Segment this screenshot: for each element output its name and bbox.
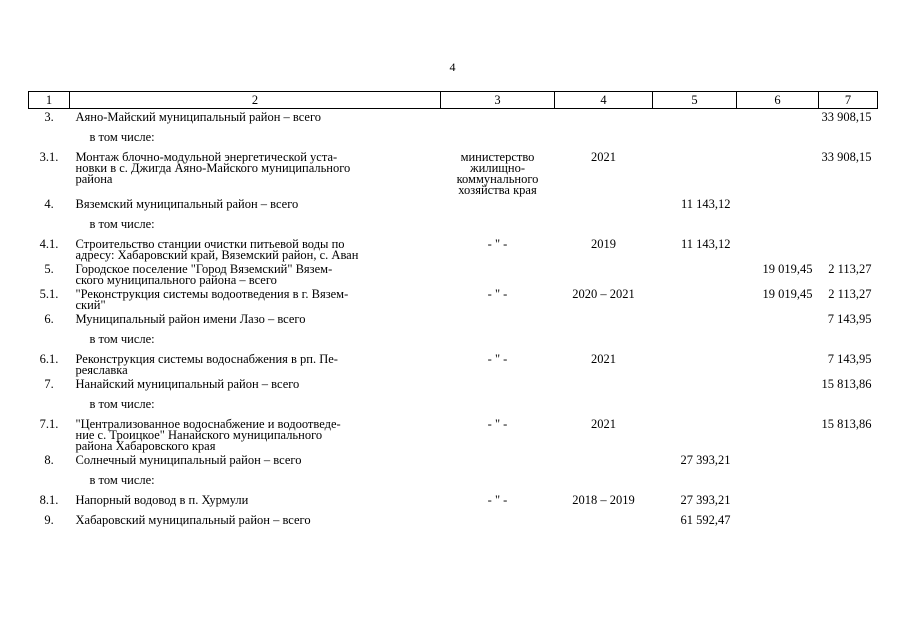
- row-year: [555, 216, 653, 236]
- row-value-col5: [653, 129, 737, 149]
- row-value-col7: [819, 472, 878, 492]
- row-organization: - " -: [487, 286, 508, 301]
- table-row: [29, 331, 878, 351]
- row-number: 3.: [44, 110, 54, 124]
- row-name: Нанайский муниципальный район – всего: [75, 376, 300, 391]
- row-value-col7: [819, 236, 878, 261]
- row-organization: [441, 396, 555, 416]
- header-row: [29, 92, 878, 109]
- row-year: 2021: [591, 416, 616, 431]
- row-value-col6: [737, 472, 819, 492]
- column-header-7: 7: [819, 92, 878, 109]
- row-value-col7: [819, 216, 878, 236]
- row-value-col5: [653, 149, 737, 196]
- row-organization: [441, 452, 555, 472]
- row-value-col6: [737, 512, 819, 532]
- row-organization: [441, 261, 555, 286]
- row-year: [555, 109, 653, 129]
- row-value-col5: 61 592,47: [680, 512, 731, 527]
- row-year: [555, 452, 653, 472]
- row-number: 5.1.: [39, 286, 59, 301]
- table-row: [29, 396, 878, 416]
- row-organization: - " -: [487, 416, 508, 431]
- table-row: [29, 311, 878, 331]
- row-name: в том числе:: [89, 331, 155, 346]
- row-name: Солнечный муниципальный район – всего: [75, 452, 302, 467]
- row-value-col5: [653, 286, 737, 311]
- row-name: Напорный водовод в п. Хурмули: [75, 492, 249, 507]
- row-value-col7: 2 113,27: [828, 286, 872, 301]
- table-row: [29, 472, 878, 492]
- row-value-col5: 11 143,12: [680, 236, 731, 251]
- row-name: "Централизованное водоснабжение и водоотведе- ние с. Троицкое" Нанайского муниципального района Хабаровского края: [75, 416, 341, 453]
- row-value-col5: [653, 331, 737, 351]
- row-year: 2021: [591, 351, 616, 366]
- row-value-col5: [653, 216, 737, 236]
- row-year: [555, 311, 653, 331]
- row-number: 4.1.: [39, 236, 59, 251]
- row-name: в том числе:: [89, 216, 155, 231]
- row-value-col5: [653, 109, 737, 129]
- row-year: [555, 512, 653, 532]
- data-table: [28, 91, 878, 532]
- row-organization: [441, 472, 555, 492]
- row-value-col7: [819, 196, 878, 216]
- row-value-col5: [653, 311, 737, 331]
- table-row: [29, 351, 878, 376]
- row-number: 8.1.: [39, 492, 59, 507]
- table-header: [29, 92, 878, 109]
- row-name: Городское поселение "Город Вяземский" Вязем- ского муниципального района – всего: [75, 261, 333, 287]
- row-organization: - " -: [487, 236, 508, 251]
- row-name: в том числе:: [89, 396, 155, 411]
- row-value-col6: [737, 216, 819, 236]
- column-header-1: 1: [29, 92, 70, 109]
- row-organization: министерство жилищно- коммунального хозяйства края: [456, 149, 539, 197]
- row-number: [29, 129, 70, 149]
- row-year: 2019: [591, 236, 616, 251]
- row-name: Хабаровский муниципальный район – всего: [75, 512, 311, 527]
- row-year: [555, 331, 653, 351]
- table-row: [29, 109, 878, 129]
- row-value-col7: 15 813,86: [821, 416, 872, 431]
- row-name: Аяно-Майский муниципальный район – всего: [75, 110, 322, 124]
- row-name: Строительство станции очистки питьевой воды по адресу: Хабаровский край, Вяземский район, с. Аван: [75, 236, 359, 262]
- row-value-col7: [819, 331, 878, 351]
- table-row: [29, 452, 878, 472]
- row-value-col6: [737, 376, 819, 396]
- row-value-col6: [737, 109, 819, 129]
- row-organization: [441, 331, 555, 351]
- row-organization: - " -: [487, 351, 508, 366]
- row-value-col7: 15 813,86: [821, 376, 872, 391]
- row-year: [555, 396, 653, 416]
- row-value-col7: 7 143,95: [827, 351, 872, 366]
- row-year: 2018 – 2019: [572, 492, 635, 507]
- table-row: [29, 129, 878, 149]
- row-number: 6.: [44, 311, 54, 326]
- row-organization: - " -: [487, 492, 508, 507]
- table-row: [29, 236, 878, 261]
- row-organization: [441, 311, 555, 331]
- column-header-3: 3: [441, 92, 555, 109]
- row-value-col6: 19 019,45: [762, 286, 813, 301]
- row-number: 7.1.: [39, 416, 59, 431]
- row-year: [555, 376, 653, 396]
- table-row: [29, 261, 878, 286]
- row-organization: [441, 512, 555, 532]
- row-value-col5: [653, 472, 737, 492]
- row-name: Реконструкция системы водоснабжения в рп. Пе- реяславка: [75, 351, 338, 377]
- row-value-col7: [819, 452, 878, 472]
- row-name: Вяземский муниципальный район – всего: [75, 196, 299, 211]
- page-number: 4: [449, 60, 456, 74]
- row-value-col6: 19 019,45: [762, 261, 813, 276]
- row-year: [555, 261, 653, 286]
- row-value-col6: [737, 492, 819, 512]
- table-row: [29, 512, 878, 532]
- column-header-6: 6: [737, 92, 819, 109]
- row-organization: [441, 216, 555, 236]
- row-number: 6.1.: [39, 351, 59, 366]
- row-value-col6: [737, 236, 819, 261]
- row-value-col6: [737, 149, 819, 196]
- row-organization: [441, 109, 555, 129]
- row-organization: [441, 196, 555, 216]
- row-number: [29, 472, 70, 492]
- row-value-col5: [653, 416, 737, 452]
- row-year: [555, 129, 653, 149]
- column-header-2: 2: [70, 92, 441, 109]
- table-row: [29, 286, 878, 311]
- row-value-col6: [737, 331, 819, 351]
- row-organization: [441, 376, 555, 396]
- table-row: [29, 376, 878, 396]
- row-number: 7.: [44, 376, 54, 391]
- row-value-col5: 27 393,21: [680, 452, 731, 467]
- row-value-col6: [737, 351, 819, 376]
- table-row: [29, 492, 878, 512]
- row-name: Монтаж блочно-модульной энергетической уста- новки в с. Джигда Аяно-Майского муниципального района: [75, 149, 351, 186]
- column-header-5: 5: [653, 92, 737, 109]
- row-number: [29, 216, 70, 236]
- row-number: 4.: [44, 196, 54, 211]
- row-number: [29, 331, 70, 351]
- row-value-col6: [737, 196, 819, 216]
- row-value-col5: 11 143,12: [680, 196, 731, 211]
- row-number: 3.1.: [39, 149, 59, 164]
- row-name: "Реконструкция системы водоотведения в г. Вязем- ский": [75, 286, 349, 312]
- row-name: в том числе:: [89, 472, 155, 487]
- row-name: Муниципальный район имени Лазо – всего: [75, 311, 306, 326]
- row-value-col5: 27 393,21: [680, 492, 731, 507]
- row-organization: [441, 129, 555, 149]
- row-value-col7: 2 113,27: [828, 261, 872, 276]
- row-value-col5: [653, 261, 737, 286]
- row-value-col6: [737, 452, 819, 472]
- column-header-4: 4: [555, 92, 653, 109]
- row-value-col7: [819, 129, 878, 149]
- row-number: 9.: [44, 512, 54, 527]
- row-value-col6: [737, 129, 819, 149]
- row-name: в том числе:: [89, 129, 155, 144]
- row-value-col7: 7 143,95: [827, 311, 872, 326]
- row-year: 2020 – 2021: [572, 286, 635, 301]
- row-value-col7: [819, 396, 878, 416]
- row-value-col6: [737, 311, 819, 331]
- row-year: 2021: [591, 149, 616, 164]
- row-value-col5: [653, 376, 737, 396]
- row-number: 8.: [44, 452, 54, 467]
- row-value-col7: [819, 512, 878, 532]
- row-number: 5.: [44, 261, 54, 276]
- table-row: [29, 149, 878, 196]
- table-row: [29, 216, 878, 236]
- row-year: [555, 196, 653, 216]
- row-year: [555, 472, 653, 492]
- row-value-col5: [653, 396, 737, 416]
- row-value-col7: 33 908,15: [821, 149, 872, 164]
- table-row: [29, 196, 878, 216]
- row-value-col6: [737, 416, 819, 452]
- table-row: [29, 416, 878, 452]
- row-value-col7: 33 908,15: [821, 110, 872, 124]
- row-number: [29, 396, 70, 416]
- row-value-col5: [653, 351, 737, 376]
- row-value-col6: [737, 396, 819, 416]
- row-value-col7: [819, 492, 878, 512]
- table-body: [29, 109, 878, 532]
